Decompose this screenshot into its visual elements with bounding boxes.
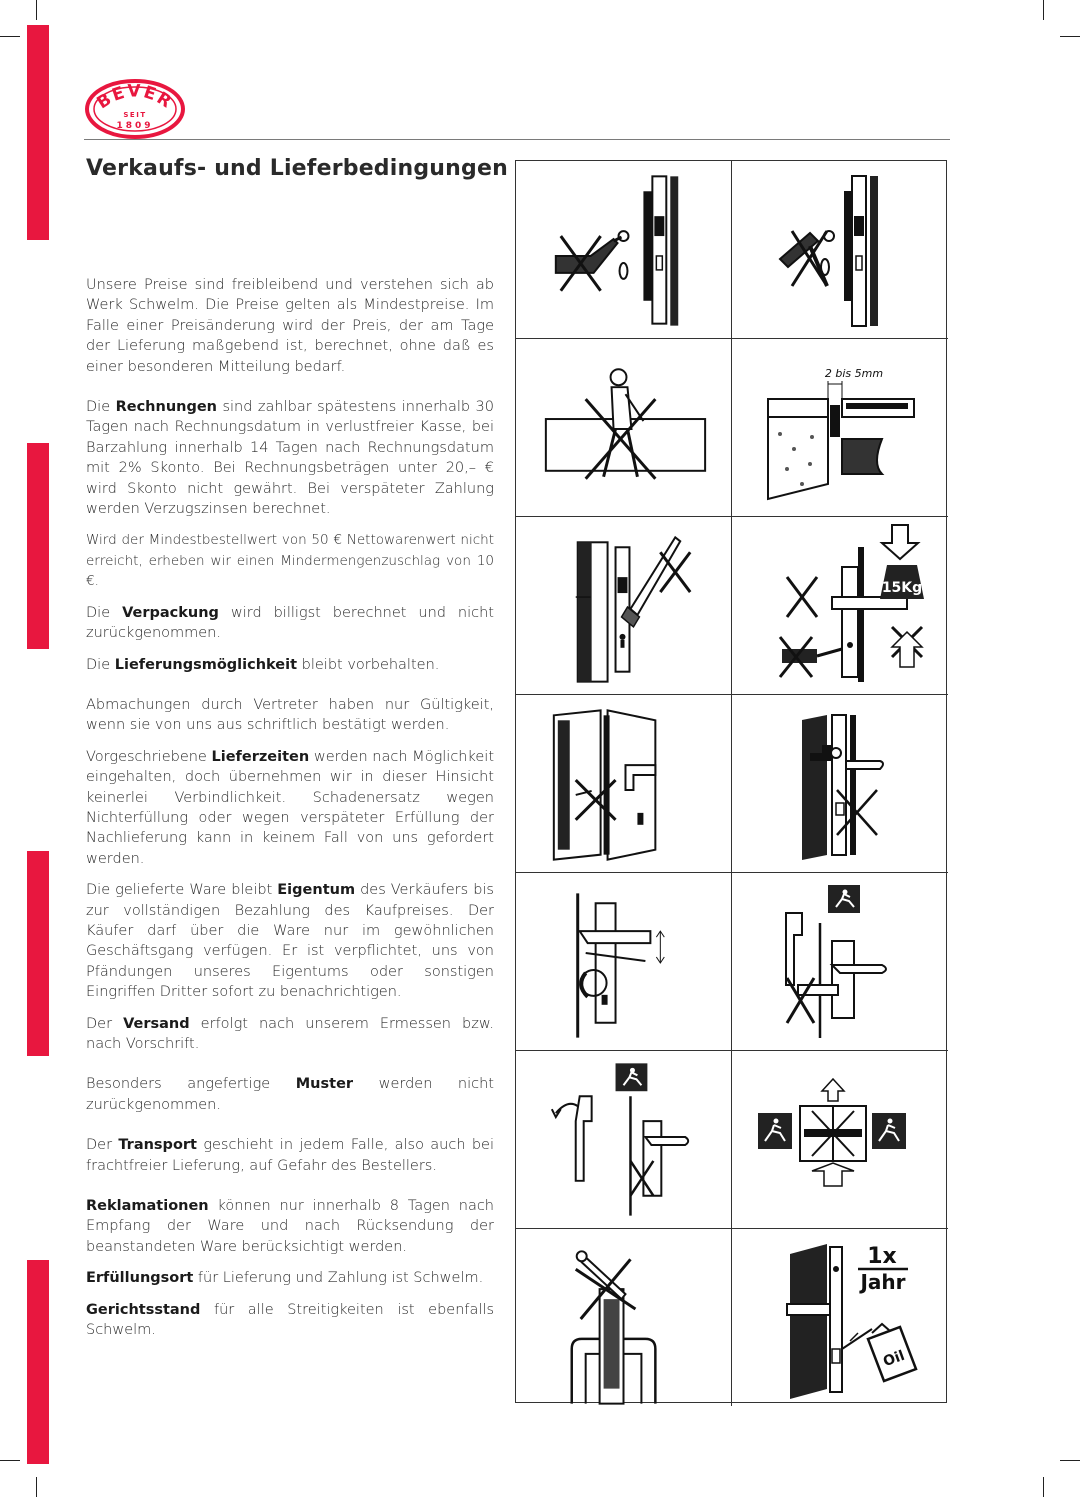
term-keyword: Reklamationen — [86, 1198, 209, 1215]
illustration-panic-exit — [732, 1051, 948, 1229]
weight-label: 15Kg — [881, 580, 923, 596]
illustration-grid — [515, 160, 947, 1403]
illustration-emergency-exit-door — [732, 873, 948, 1051]
term-shipping: Der Versand erfolgt nach unserem Ermessen bzw. nach Vorschrift. — [86, 1015, 494, 1052]
crop-mark — [36, 1477, 37, 1497]
gap-label: 2 bis 5mm — [824, 367, 884, 380]
illustration-yearly-oiling — [732, 1229, 948, 1406]
term-prices: Unsere Preise sind freibleibend und verstehen sich ab Werk Schwelm. Die Preise gelten als Mindestpreise. Im Falle einer Preisänderung wird der Preis, der am Tage der Lieferung maßgebend ist, berechnet, ohne daß es einer besonderen Mitteilung bedarf. — [86, 277, 494, 375]
term-keyword: Transport — [118, 1137, 197, 1154]
crop-mark — [1043, 1477, 1044, 1497]
page-title: Verkaufs- und Lieferbedingungen — [86, 156, 508, 181]
term-keyword: Verpackung — [122, 604, 219, 621]
logo-seit: SEIT — [123, 111, 147, 119]
interval-top: 1x — [867, 1244, 897, 1269]
illustration-no-forced-bolt — [732, 695, 948, 873]
term-invoices: Die Rechnungen sind zahlbar spätestens innerhalb 30 Tagen nach Rechnungsdatum in verlustfreier Kasse, bei Barzahlung innerhalb 14 Tagen nach Rechnungsdatum mit 2% Skonto. Bei Rechnungsbeträgen unter 20,– € wird Skonto nicht gewährt. Bei verspäteter Zahlung werden Verzugszinsen berechnet. — [86, 399, 494, 518]
crop-mark — [0, 1460, 20, 1461]
side-tab — [27, 443, 49, 649]
crop-mark — [1043, 0, 1044, 20]
side-tab — [27, 851, 49, 1056]
term-place-of-performance: Erfüllungsort für Lieferung und Zahlung ist Schwelm. — [86, 1270, 484, 1287]
crop-mark — [1060, 1460, 1080, 1461]
bever-logo — [84, 78, 186, 140]
term-packaging: Die Verpackung wird billigst berechnet und nicht zurückgenommen. — [86, 604, 494, 642]
illustration-exit-handle-direction — [516, 1051, 732, 1229]
side-tab — [27, 1260, 49, 1464]
illustration-no-drilling — [516, 161, 732, 339]
term-keyword: Gerichtsstand — [86, 1301, 201, 1318]
term-keyword: Erfüllungsort — [86, 1270, 194, 1287]
illustration-no-overload — [732, 517, 948, 695]
terms-column — [86, 275, 494, 1351]
illustration-no-improper-tools — [516, 517, 732, 695]
side-tab — [27, 25, 49, 240]
term-keyword: Rechnungen — [115, 399, 218, 416]
term-agreements: Abmachungen durch Vertreter haben nur Gültigkeit, wenn sie von uns aus schriftlich bestätigt werden. — [86, 696, 494, 734]
illustration-no-hammering — [732, 161, 948, 339]
term-transport: Der Transport geschieht in jedem Falle, also auch bei frachtfreier Lieferung, auf Gefahr des Bestellers. — [86, 1137, 494, 1174]
term-keyword: Lieferungsmöglichkeit — [114, 656, 298, 673]
illustration-no-slamming-open-door — [516, 695, 732, 873]
illustration-installation-gap — [732, 339, 948, 517]
term-jurisdiction: Gerichtsstand für alle Streitigkeiten ist ebenfalls Schwelm. — [86, 1301, 494, 1339]
logo-year: 1809 — [116, 121, 154, 131]
term-keyword: Muster — [295, 1076, 354, 1093]
term-minimum-order: Wird der Mindestbestellwert von 50 € Nettowarenwert nicht erreicht, erheben wir einen Mindermengenzuschlag von 10 €. — [86, 532, 494, 590]
term-keyword: Lieferzeiten — [211, 748, 310, 765]
term-delivery-option: Die Lieferungsmöglichkeit bleibt vorbehalten. — [86, 656, 440, 673]
crop-mark — [1060, 36, 1080, 37]
term-ownership: Die gelieferte Ware bleibt Eigentum des Verkäufers bis zur vollständigen Bezahlung des Kaufpreises. Der Käufer darf über die Ware nur im gewöhnlichen Geschäftsgang verfügen. Er ist verpflichtet, uns von Pfändungen unseres Eigentums oder sonstigen Eingriffen Dritter sofort zu benachrichtigen. — [86, 882, 494, 1001]
oil-label: Oil — [881, 1347, 907, 1371]
term-samples: Besonders angefertige Muster werden nicht zurückgenommen. — [86, 1076, 494, 1113]
logo-brand: BEVER — [93, 81, 177, 114]
illustration-no-forcing-cylinder — [516, 1229, 732, 1406]
crop-mark — [36, 0, 37, 20]
interval-bottom: Jahr — [860, 1270, 906, 1294]
header-rule — [84, 139, 950, 140]
illustration-no-carrying-by-handle — [516, 339, 732, 517]
term-keyword: Eigentum — [277, 882, 356, 899]
term-delivery-times: Vorgeschriebene Lieferzeiten werden nach Möglichkeit eingehalten, doch übernehmen wir in dieser Hinsicht keinerlei Verbindlichkeit. Schadenersatz wegen Nichterfüllung oder wegen verspäteter Erfüllung der Nachlieferung kann in keinem Fall von uns gefordert werden. — [86, 748, 495, 867]
term-complaints: Reklamationen können nur innerhalb 8 Tagen nach Empfang der Ware und nach Rücksendung der beanstandeten Ware berücksichtigt werden. — [86, 1198, 494, 1255]
illustration-handle-adjustment — [516, 873, 732, 1051]
term-keyword: Versand — [123, 1015, 190, 1032]
crop-mark — [0, 36, 20, 37]
